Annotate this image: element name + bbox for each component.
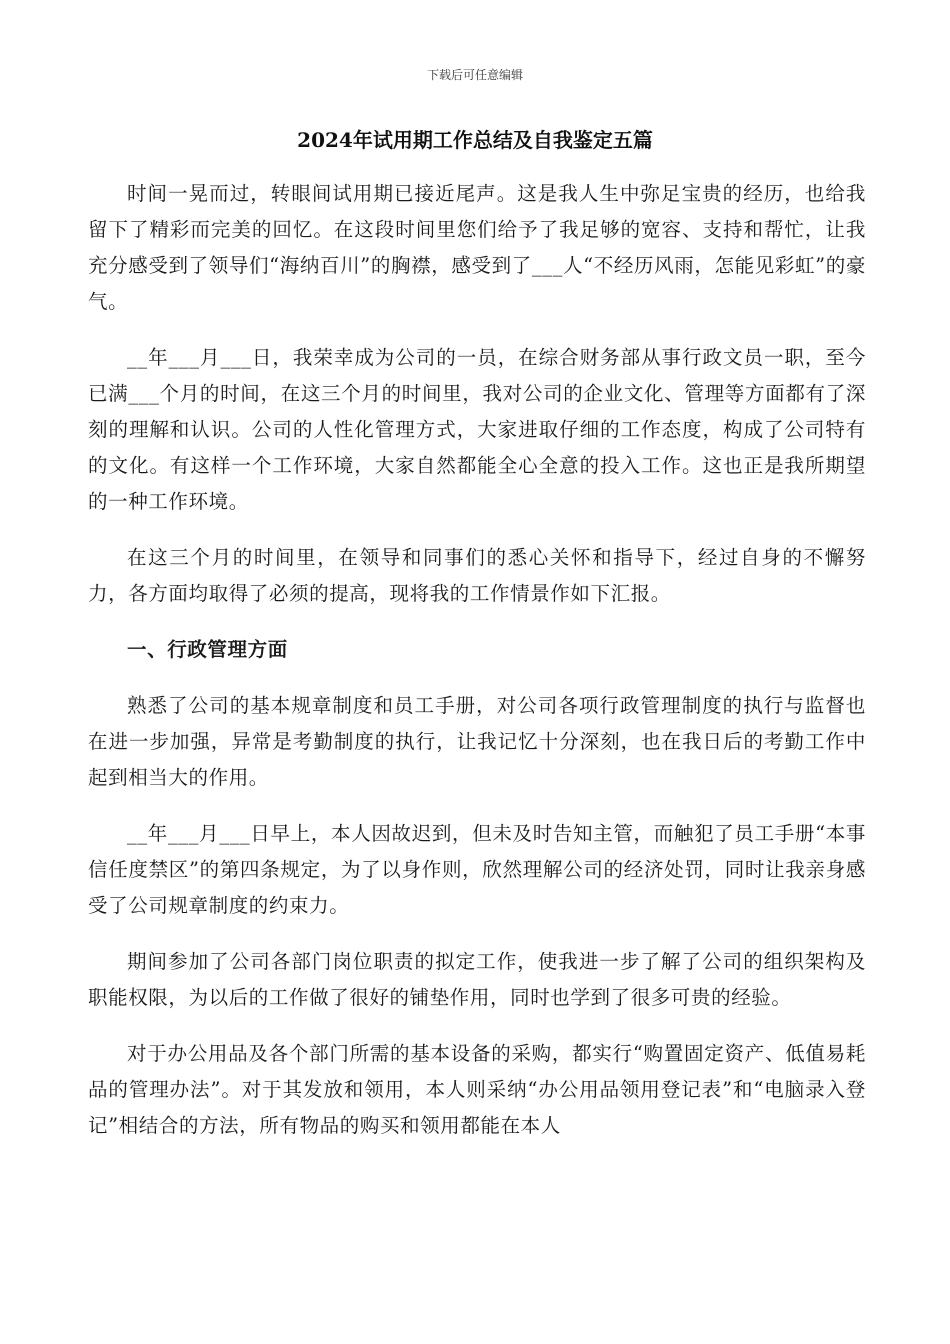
header-note: 下载后可任意编辑	[426, 68, 523, 82]
paragraph-2: __年___月___日，我荣幸成为公司的一员，在综合财务部从事行政文员一职，至今已满___个月的时间，在这三个月的时间里，我对公司的企业文化、管理等方面都有了深刻的理解和认识。公司的人性化管理方式，大家进取仔细的工作态度，构成了公司特有的文化。有这样一个工作环境，大家自然都能全心全意的投入工作。这也正是我所期望的一种工作环境。	[88, 346, 866, 513]
paragraph-4: 熟悉了公司的基本规章制度和员工手册，对公司各项行政管理制度的执行与监督也在进一步加强，异常是考勤制度的执行，让我记忆十分深刻，也在我日后的考勤工作中起到相当大的作用。	[88, 694, 866, 789]
section-heading-admin: 一、行政管理方面	[127, 638, 288, 661]
paragraph-6: 期间参加了公司各部门岗位职责的拟定工作，使我进一步了解了公司的组织架构及职能权限，为以后的工作做了很好的铺垫作用，同时也学到了很多可贵的经验。	[88, 950, 866, 1009]
paragraph-5: __年___月___日早上，本人因故迟到，但未及时告知主管，而触犯了员工手册“本事信任度禁区”的第四条规定，为了以身作则，欣然理解公司的经济处罚，同时让我亲身感受了公司规章制度的约束力。	[88, 822, 866, 917]
document-body	[88, 176, 866, 1164]
paragraph-7: 对于办公用品及各个部门所需的基本设备的采购，都实行“购置固定资产、低值易耗品的管理办法”。对于其发放和领用，本人则采纳“办公用品领用登记表”和“电脑录入登记”相结合的方法，所有物品的购买和领用都能在本人	[88, 1042, 866, 1137]
paragraph-3: 在这三个月的时间里，在领导和同事们的悉心关怀和指导下，经过自身的不懈努力，各方面均取得了必须的提高，现将我的工作情景作如下汇报。	[88, 546, 866, 605]
document-title: 2024年试用期工作总结及自我鉴定五篇	[297, 128, 653, 152]
paragraph-1: 时间一晃而过，转眼间试用期已接近尾声。这是我人生中弥足宝贵的经历，也给我留下了精彩而完美的回忆。在这段时间里您们给予了我足够的宽容、支持和帮忙，让我充分感受到了领导们“海纳百川”的胸襟，感受到了___人“不经历风雨，怎能见彩虹”的豪气。	[88, 182, 866, 313]
